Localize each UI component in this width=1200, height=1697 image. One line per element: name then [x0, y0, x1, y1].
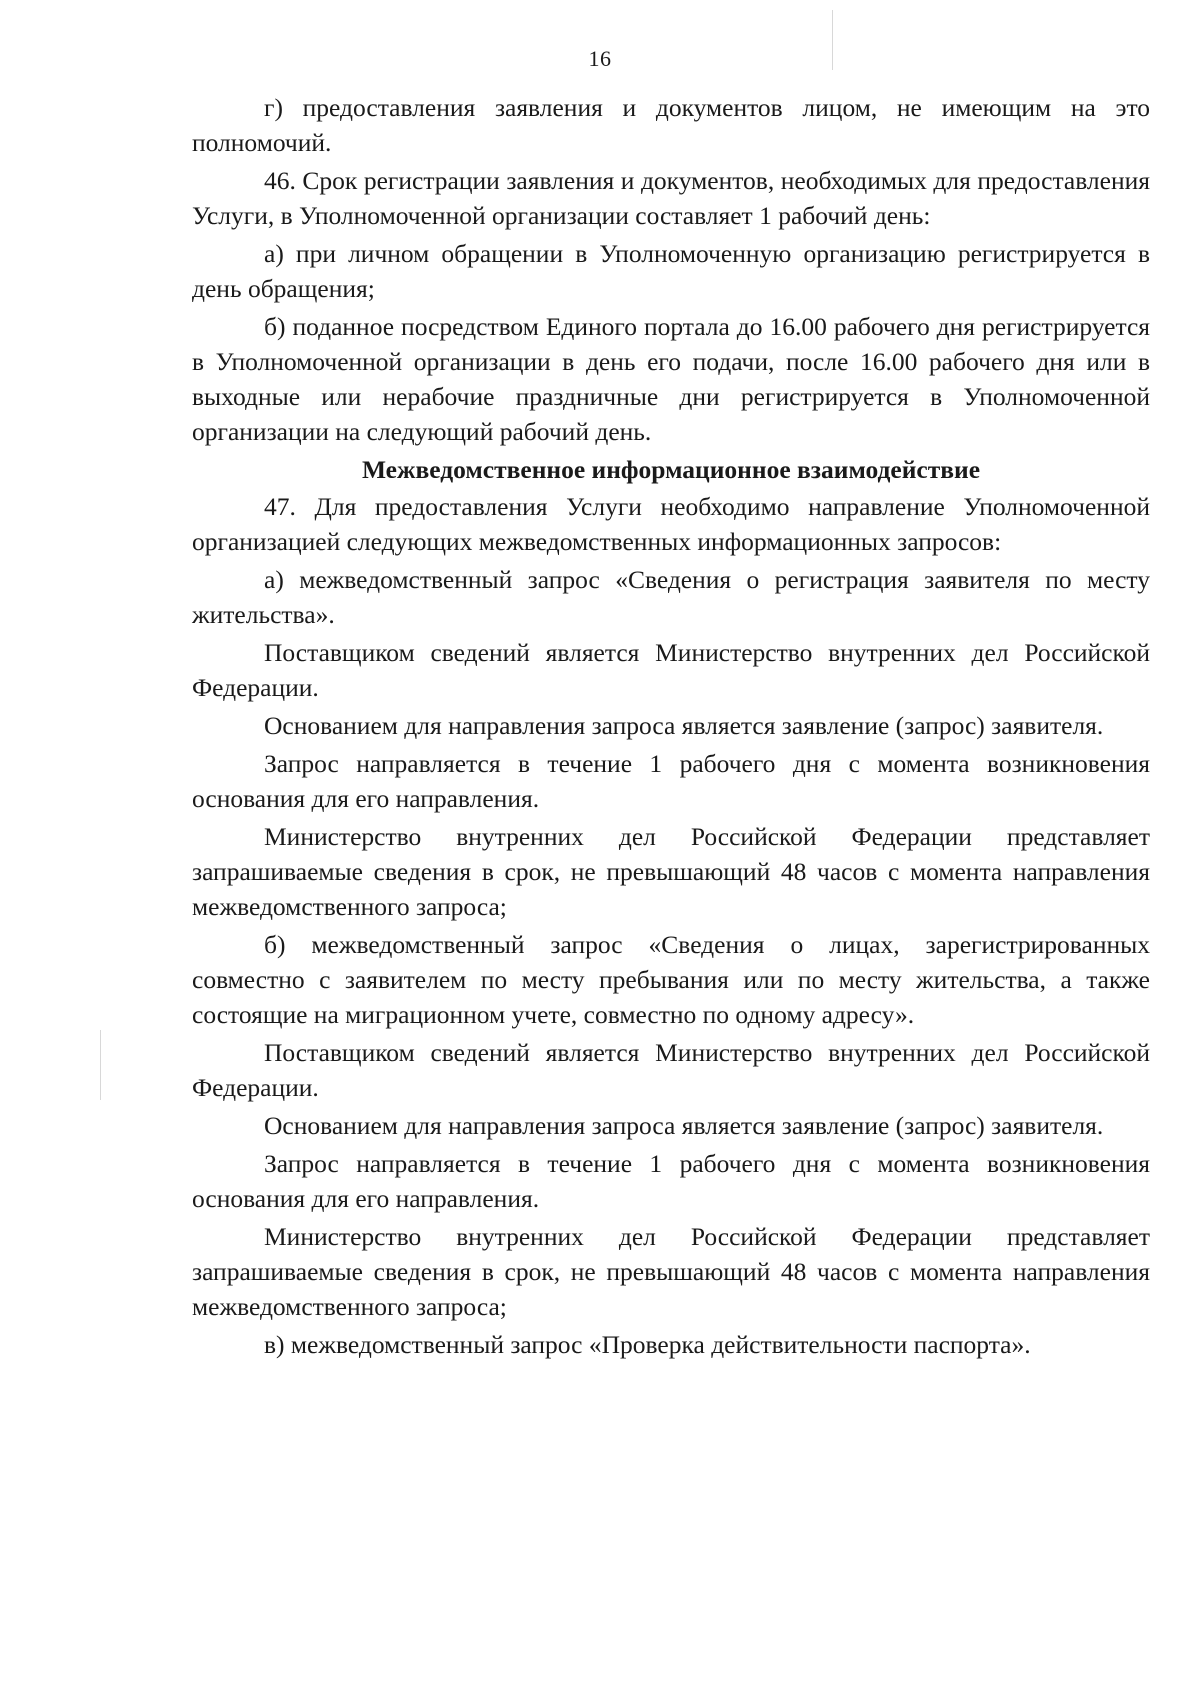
paragraph-46-a: а) при личном обращении в Уполномоченную организацию регистрируется в день обращения;	[192, 239, 1150, 303]
paragraph-47: 47. Для предоставления Услуги необходимо направление Уполномоченной организацией следующих межведомственных информационных запросов:	[192, 492, 1150, 556]
paragraph-response-timing: Министерство внутренних дел Российской Федерации представляет запрашиваемые сведения в срок, не превышающий 48 часов с момента направления межведомственного запроса;	[192, 1222, 1150, 1321]
document-body	[192, 90, 1150, 1365]
paragraph-supplier: Поставщиком сведений является Министерство внутренних дел Российской Федерации.	[192, 638, 1150, 702]
paragraph-basis: Основанием для направления запроса является заявление (запрос) заявителя.	[264, 1111, 1104, 1140]
paragraph-46: 46. Срок регистрации заявления и документов, необходимых для предоставления Услуги, в Уполномоченной организации составляет 1 рабочий день:	[192, 166, 1150, 230]
paragraph-46-b: б) поданное посредством Единого портала до 16.00 рабочего дня регистрируется в Уполномоченной организации в день его подачи, после 16.00 рабочего дня или в выходные или нерабочие праздничные дни регистрируется в Уполномоченной организации на следующий рабочий день.	[192, 312, 1150, 446]
paragraph-47-b: б) межведомственный запрос «Сведения о лицах, зарегистрированных совместно с заявителем по месту пребывания или по месту жительства, а также состоящие на миграционном учете, совместно по одному адресу».	[192, 930, 1150, 1029]
paragraph-basis: Основанием для направления запроса является заявление (запрос) заявителя.	[264, 711, 1104, 740]
paragraph-supplier: Поставщиком сведений является Министерство внутренних дел Российской Федерации.	[192, 1038, 1150, 1102]
paragraph-g-clause: г) предоставления заявления и документов лицом, не имеющим на это полномочий.	[192, 93, 1150, 157]
section-heading: Межведомственное информационное взаимодействие	[361, 455, 981, 484]
scan-artifact-line	[100, 1030, 101, 1100]
paragraph-request-timing: Запрос направляется в течение 1 рабочего дня с момента возникновения основания для его направления.	[192, 1149, 1150, 1213]
paragraph-47-a: а) межведомственный запрос «Сведения о регистрация заявителя по месту жительства».	[192, 565, 1150, 629]
paragraph-response-timing: Министерство внутренних дел Российской Федерации представляет запрашиваемые сведения в срок, не превышающий 48 часов с момента направления межведомственного запроса;	[192, 822, 1150, 921]
paragraph-47-v: в) межведомственный запрос «Проверка действительности паспорта».	[264, 1330, 1031, 1359]
paragraph-request-timing: Запрос направляется в течение 1 рабочего дня с момента возникновения основания для его направления.	[192, 749, 1150, 813]
page-number: 16	[588, 46, 612, 71]
